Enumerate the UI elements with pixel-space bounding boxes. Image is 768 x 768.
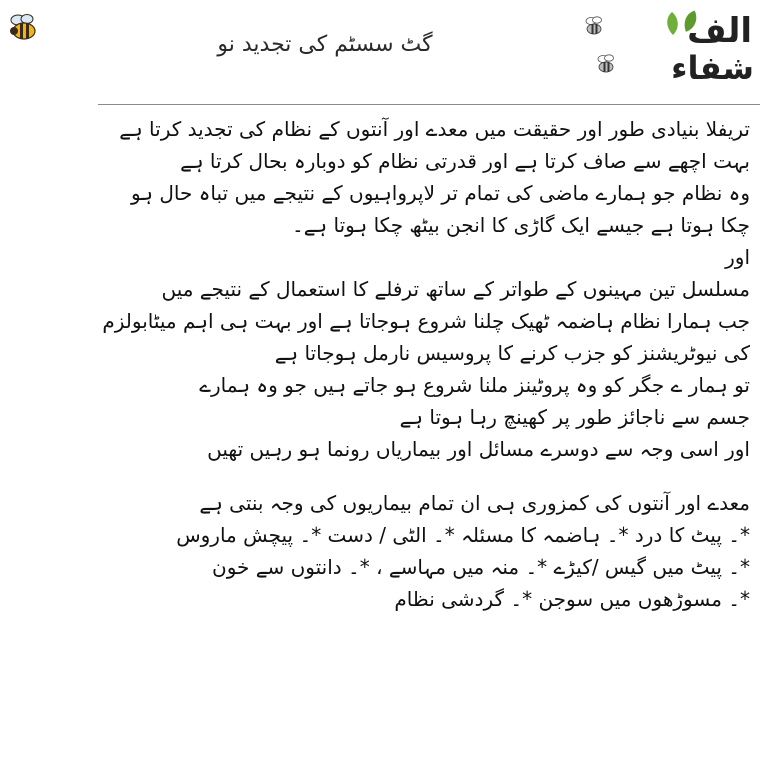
text-line: کی نیوٹریشنز کو جزب کرنے کا پروسیس نارمل ہوجاتا ہے xyxy=(274,341,750,365)
text-line: جب ہمارا نظام ہاضمہ ٹھیک چلنا شروع ہوجاتا ہے اور بہت ہی اہم میٹابولزم xyxy=(102,309,750,333)
text-line: اور xyxy=(725,245,750,269)
text-line: جسم سے ناجائز طور پر کھینچ رہا ہوتا ہے xyxy=(399,405,750,429)
header-divider xyxy=(98,104,760,105)
logo-text-top: الف xyxy=(687,11,752,51)
article-body xyxy=(90,113,750,615)
list-line: *۔ پیٹ میں گیس /کیڑے *۔ منہ میں مہاسے ، *۔ دانتوں سے خون xyxy=(212,555,750,579)
page-title: گٹ سسٹم کی تجدید نو xyxy=(217,32,433,57)
bee-icon xyxy=(582,14,606,38)
text-line: بہت اچھے سے صاف کرتا ہے اور قدرتی نظام کو دوبارہ بحال کرتا ہے xyxy=(180,149,750,173)
logo-text-bottom: شفاء xyxy=(671,49,754,87)
text-line: معدے اور آنتوں کی کمزوری ہی ان تمام بیماریوں کی وجہ بنتی ہے xyxy=(199,491,750,515)
bee-icon xyxy=(594,52,618,76)
bee-icon xyxy=(6,10,40,44)
text-line: مسلسل تین مہینوں کے طواتر کے ساتھ ترفلے کا استعمال کے نتیجے میں xyxy=(161,277,750,301)
paragraph xyxy=(90,113,750,465)
text-line: اور اسی وجہ سے دوسرے مسائل اور بیماریاں رونما ہو رہیں تھیں xyxy=(207,437,750,461)
list-line: *۔ پیٹ کا درد *۔ ہاضمہ کا مسئلہ *۔ الٹی / دست *۔ پیچش ماروس xyxy=(176,523,750,547)
brand-logo xyxy=(646,8,758,90)
text-line: تو ہمار ے جگر کو وہ پروٹینز ملنا شروع ہو جاتے ہیں جو وہ ہمارے xyxy=(199,373,750,397)
paragraph-gap xyxy=(90,465,750,487)
list-line: *۔ مسوڑھوں میں سوجن *۔ گردشی نظام xyxy=(394,587,750,611)
paragraph xyxy=(90,487,750,615)
text-line: چکا ہوتا ہے جیسے ایک گاڑی کا انجن بیٹھ چکا ہوتا ہے۔ xyxy=(291,213,750,237)
text-line: تریفلا بنیادی طور اور حقیقت میں معدے اور آنتوں کے نظام کی تجدید کرتا ہے xyxy=(119,117,750,141)
text-line: وہ نظام جو ہمارے ماضی کی تمام تر لاپرواہیوں کے نتیجے میں تباہ حال ہو xyxy=(130,181,750,205)
